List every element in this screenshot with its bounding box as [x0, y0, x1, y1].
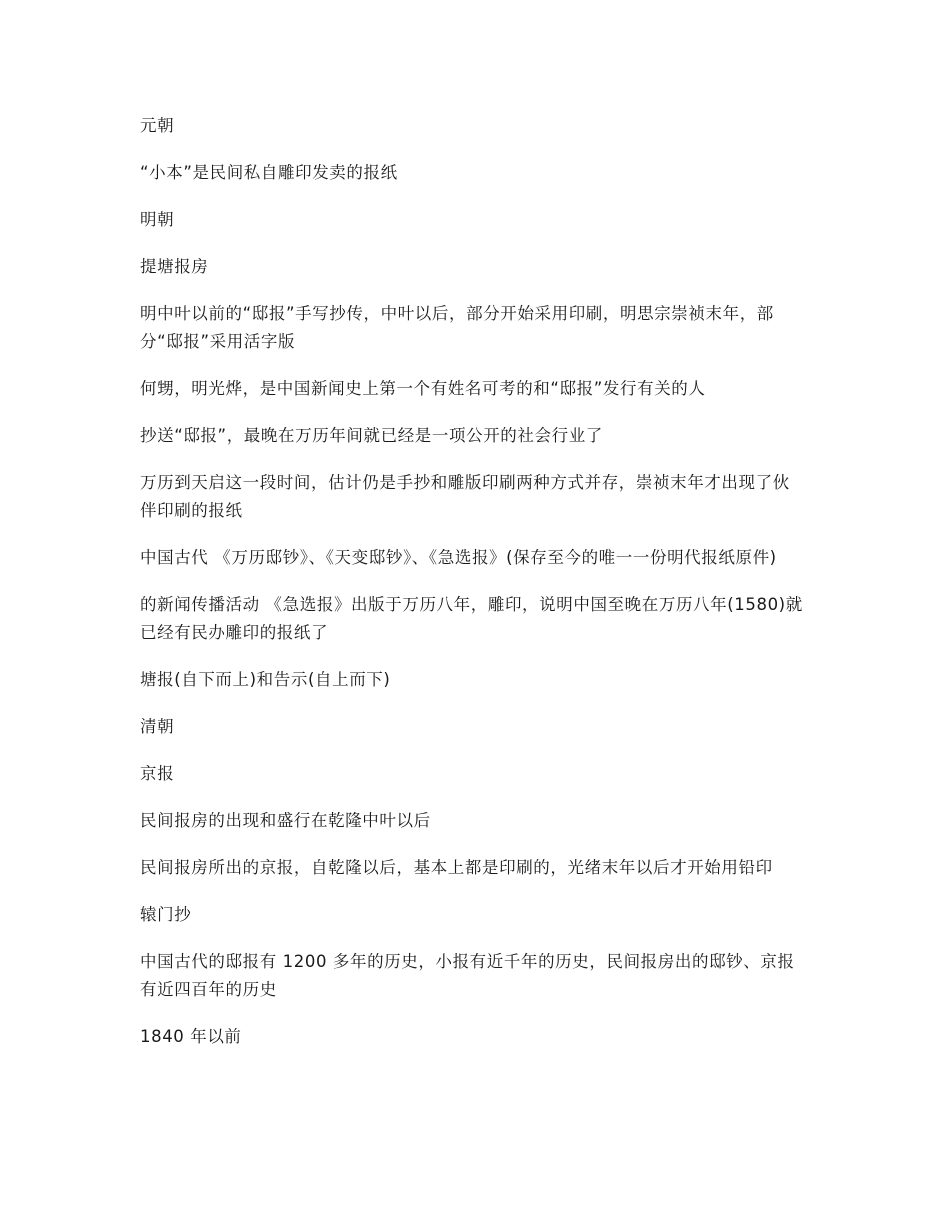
- document-body: [140, 112, 805, 1070]
- paragraph-yuanmenchao: 辕门抄: [140, 905, 192, 924]
- paragraph-qing-dynasty: 清朝: [140, 717, 175, 736]
- paragraph-jingbao: 京报: [140, 764, 175, 783]
- paragraph-before-1840: 1840 年以前: [140, 1027, 242, 1046]
- paragraph-jixuanbao: 的新闻传播活动 《急选报》出版于万历八年，雕印，说明中国至晚在万历八年(1580)就已经有民办雕印的报纸了: [140, 595, 803, 642]
- paragraph-tangbao-gaoshi: 塘报(自下而上)和告示(自上而下): [140, 670, 391, 689]
- paragraph-ming-dynasty: 明朝: [140, 210, 175, 229]
- paragraph-yuan-dynasty: 元朝: [140, 116, 175, 135]
- paragraph-he-sheng: 何甥，明光烨，是中国新闻史上第一个有姓名可考的和“邸报”发行有关的人: [140, 379, 706, 398]
- paragraph-titang-baofang: 提塘报房: [140, 257, 209, 276]
- paragraph-ancient-newspapers: 中国古代 《万历邸钞》、《天变邸钞》、《急选报》(保存至今的唯一一份明代报纸原件): [140, 548, 777, 567]
- paragraph-dibao-printing: 明中叶以前的“邸报”手写抄传，中叶以后，部分开始采用印刷，明思宗崇祯末年，部分“邸报”采用活字版: [140, 304, 774, 351]
- paragraph-wanli-tianqi: 万历到天启这一段时间，估计仍是手抄和雕版印刷两种方式并存，崇祯末年才出现了伙伴印刷的报纸: [140, 473, 790, 520]
- paragraph-chaosong-dibao: 抄送“邸报”，最晚在万历年间就已经是一项公开的社会行业了: [140, 426, 603, 445]
- paragraph-history-summary: 中国古代的邸报有 1200 多年的历史，小报有近千年的历史，民间报房出的邸钞、京报有近四百年的历史: [140, 952, 795, 999]
- paragraph-jingbao-printing: 民间报房所出的京报，自乾隆以后，基本上都是印刷的，光绪末年以后才开始用铅印: [140, 858, 773, 877]
- paragraph-minjian-baofang: 民间报房的出现和盛行在乾隆中叶以后: [140, 811, 431, 830]
- paragraph-xiaoben: “小本”是民间私自雕印发卖的报纸: [140, 163, 398, 182]
